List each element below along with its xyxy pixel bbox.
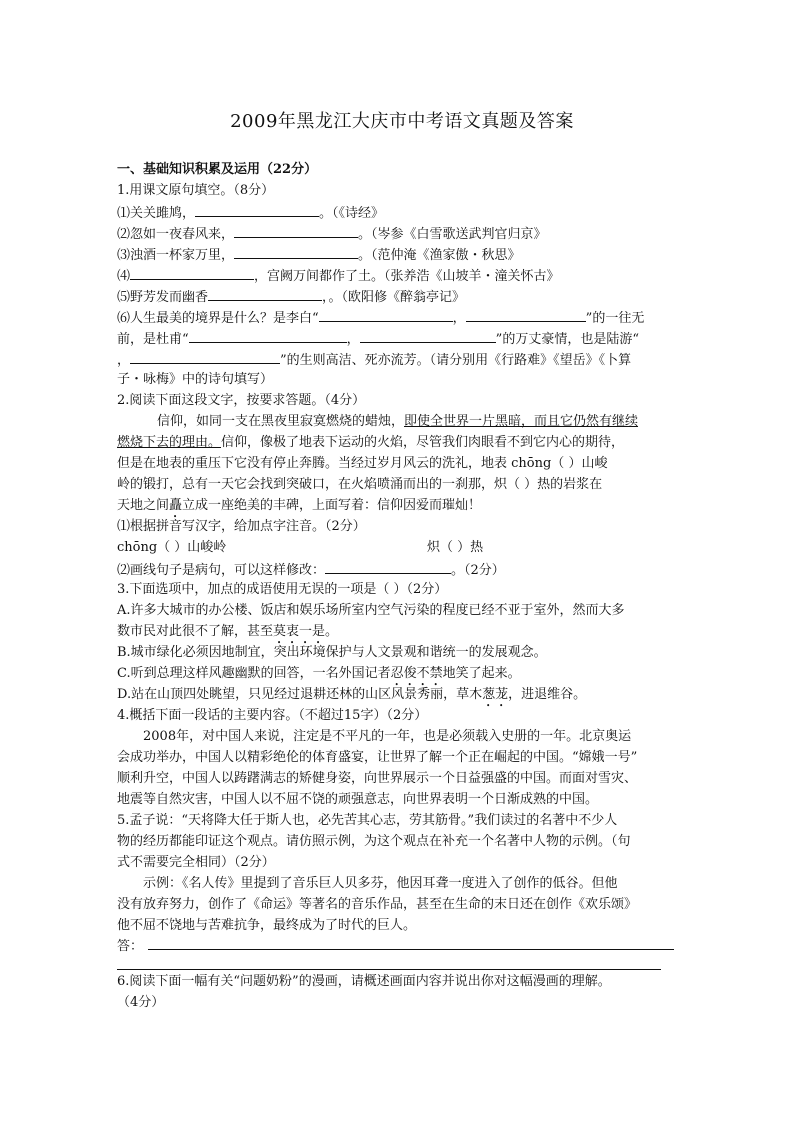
question-5-line-2: 物的经历都能印证这个观点。请仿照示例，为这个观点在补充一个名著中人物的示例。（句	[117, 834, 631, 849]
question-1-stem: 1.用课文原句填空。（8分）	[117, 183, 275, 198]
answer-blank[interactable]	[234, 223, 358, 238]
answer-blank[interactable]	[466, 307, 586, 322]
answer-blank[interactable]	[234, 244, 358, 259]
underlined-sentence-end: 燃烧下去的理由。	[117, 435, 222, 450]
dotted-char: 矗	[169, 498, 183, 513]
q2-sub-2: ⑵画线句子是病句，可以这样修改： 。（2分）	[117, 559, 505, 581]
q2-passage-line-5: 天地之间矗立成一座绝美的丰碑，上面写着：信仰因爱而璀灿！	[117, 498, 482, 513]
answer-blank[interactable]	[189, 328, 347, 343]
q1-item-5: ⑸野芳发而幽香 ，。（欧阳修《醉翁亭记》	[117, 286, 465, 308]
q2-passage-line-4: 岭的锻打，总有一天它会找到突破口，在火焰喷涌而出的一刹那，炽（ ）热的岩浆在	[117, 477, 603, 492]
question-6-line-2: （4分）	[117, 995, 165, 1010]
answer-blank[interactable]	[319, 307, 453, 322]
q1-item-6-line-3: ， ”的生则高洁、死亦流芳。（请分别用《行路难》《望岳》《卜算	[117, 349, 631, 371]
q2-sub-1: ⑴根据拼音写汉字，给加点字注音。（2分）	[117, 519, 366, 534]
q3-option-a-line-1: A.许多大城市的办公楼、饭店和娱乐场所室内空气污染的程度已经不亚于室外，然而大多	[117, 603, 625, 618]
underlined-sentence: 即使全世界一片黑暗，而且它仍然有继续	[404, 414, 639, 429]
q1-item-4: ⑷ ，宫阙万间都作了土。（张养浩《山坡羊・潼关怀古》	[117, 265, 560, 287]
answer-blank[interactable]	[208, 286, 322, 301]
q4-passage-line-2: 会成功举办，中国人以精彩绝伦的体育盛宴，让世界了解一个正在崛起的中国。“嫦娥一号”	[117, 750, 638, 765]
q3-option-a-line-2: 数市民对此很不了解，甚至莫衷一是。	[117, 624, 339, 639]
question-4-stem: 4.概括下面一段话的主要内容。（不超过15字）（2分）	[117, 708, 428, 723]
question-2-stem: 2.阅读下面这段文字，按要求答题。（4分）	[117, 393, 366, 408]
q5-example-line-2: 没有放弃努力，创作了《命运》等著名的音乐作品，甚至在生命的末日还在创作《欢乐颂》	[117, 897, 638, 912]
q4-passage-line-3: 顺利升空，中国人以踌躇满志的矫健身姿，向世界展示一个日益强盛的中国。而面对雪灾、	[117, 771, 638, 786]
document-title: 2009年黑龙江大庆市中考语文真题及答案	[230, 111, 574, 132]
q1-item-6-line-1: ⑹人生最美的境界是什么？是李白“ ， ”的一往无	[117, 307, 644, 329]
q5-answer-label: 答：	[117, 939, 144, 954]
q2-passage-line-1: 信仰，如同一支在黑夜里寂寞燃烧的蜡烛，即使全世界一片黑暗，而且它仍然有继续	[157, 414, 639, 429]
question-5-line-1: 5.孟子说：“天将降大任于斯人也，必先苦其心志，劳其筋骨。”我们读过的名著中不少人	[117, 813, 618, 828]
question-5-line-3: 式不需要完全相同）（2分）	[117, 855, 275, 870]
section-heading: 一、基础知识积累及运用（22分）	[117, 162, 318, 177]
q1-item-3: ⑶浊酒一杯家万里， 。（范仲淹《渔家傲・秋思》	[117, 244, 521, 266]
q5-example-line-3: 他不屈不饶地与苦难抗争，最终成为了时代的巨人。	[117, 918, 417, 933]
q2-passage-line-2: 燃烧下去的理由。信仰，像极了地表下运动的火焰，尽管我们肉眼看不到它内心的期待，	[117, 435, 625, 450]
q1-item-1: ⑴关关雎鸠， 。（《诗经》	[117, 202, 384, 224]
q5-example-line-1: 示例：《名人传》里提到了音乐巨人贝多芬，他因耳聋一度进入了创作的低谷。但他	[143, 876, 618, 891]
q3-option-d: D.站在山顶四处眺望，只见经过退耕还林的山区风景秀丽，草木葱茏，进退维谷。	[117, 687, 587, 702]
question-6-line-1: 6.阅读下面一幅有关“问题奶粉”的漫画，请概述画面内容并说出你对这幅漫画的理解。	[117, 974, 611, 989]
q3-option-c: C.听到总理这样风趣幽默的回答，一名外国记者忍俊不禁地笑了起来。	[117, 666, 521, 681]
q2-sub-1-a: chōng（ ）山峻岭	[117, 540, 227, 555]
answer-blank[interactable]	[360, 328, 496, 343]
q4-passage-line-4: 地震等自然灾害，中国人以不屈不饶的顽强意志，向世界表明一个日渐成熟的中国。	[117, 792, 599, 807]
q1-item-2: ⑵忽如一夜春风来， 。（岑参《白雪歌送武判官归京》	[117, 223, 547, 245]
q2-sub-1-b: 炽（ ）热	[427, 540, 484, 555]
question-3-stem: 3.下面选项中，加点的成语使用无误的一项是（ ）（2分）	[117, 582, 448, 597]
answer-blank[interactable]	[130, 265, 254, 280]
q3-option-b: B.城市绿化必须因地制宜，突出环境保护与人文景观和谐统一的发展观念。	[117, 645, 547, 660]
answer-blank[interactable]	[195, 202, 319, 217]
answer-blank[interactable]	[130, 349, 280, 364]
answer-line[interactable]	[148, 949, 674, 950]
answer-blank[interactable]	[325, 559, 451, 574]
answer-line[interactable]	[117, 969, 661, 970]
q2-passage-line-3: 但是在地表的重压下它没有停止奔腾。当经过岁月风云的洗礼，地表 chōng（ ）山峻	[117, 456, 608, 471]
q4-passage-line-1: 2008年，对中国人来说，注定是不平凡的一年，也是必须载入史册的一年。北京奥运	[143, 729, 632, 744]
q1-item-6-line-2: 前，是杜甫“ ， ”的万丈豪情，也是陆游“	[117, 328, 639, 350]
q1-item-6-line-4: 子・咏梅》中的诗句填写）	[117, 372, 274, 387]
